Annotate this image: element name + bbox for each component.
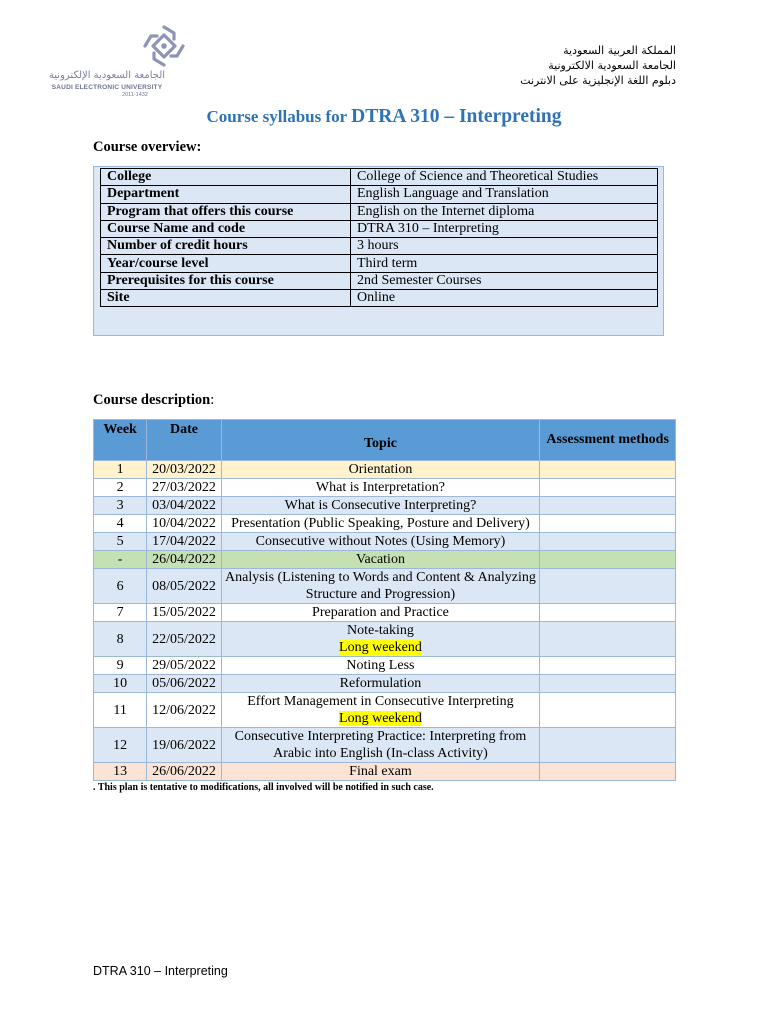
topic-cell [221, 461, 540, 479]
schedule-row [94, 533, 676, 551]
overview-row [101, 255, 658, 272]
topic-cell [221, 763, 540, 781]
week-cell: 7 [94, 604, 147, 622]
date-cell: 26/06/2022 [147, 763, 221, 781]
topic-cell [221, 533, 540, 551]
overview-row [101, 238, 658, 255]
week-cell: 13 [94, 763, 147, 781]
seu-emblem-icon [142, 24, 186, 68]
date-cell: 12/06/2022 [147, 693, 221, 728]
page-title [0, 106, 768, 128]
long-weekend-highlight: Long weekend [339, 711, 422, 726]
date-cell: 10/04/2022 [147, 515, 221, 533]
assessment-cell [540, 533, 676, 551]
assessment-cell [540, 675, 676, 693]
column-header-assessment: Assessment methods [540, 420, 676, 461]
topic-cell [221, 693, 540, 728]
tentative-note: . This plan is tentative to modifications, all involved will be notified in such case. [93, 782, 434, 793]
overview-label: Course Name and code [101, 220, 351, 237]
date-cell: 27/03/2022 [147, 479, 221, 497]
header-line-kingdom: المملكة العربية السعودية [563, 44, 676, 57]
overview-label: Prerequisites for this course [101, 272, 351, 289]
date-cell: 20/03/2022 [147, 461, 221, 479]
schedule-row [94, 551, 676, 569]
schedule-row [94, 479, 676, 497]
date-cell: 08/05/2022 [147, 569, 221, 604]
schedule-row [94, 461, 676, 479]
topic-text: What is Interpretation? [315, 480, 445, 495]
assessment-cell [540, 693, 676, 728]
schedule-row [94, 728, 676, 763]
topic-cell [221, 604, 540, 622]
assessment-cell [540, 551, 676, 569]
overview-value: 3 hours [351, 238, 658, 255]
logo-english-name: SAUDI ELECTRONIC UNIVERSITY [51, 84, 163, 91]
topic-cell [221, 515, 540, 533]
overview-value: English on the Internet diploma [351, 203, 658, 220]
date-cell: 22/05/2022 [147, 622, 221, 657]
header-line-diploma: دبلوم اللغة الإنجليزية على الانترنت [520, 74, 676, 87]
schedule-row [94, 675, 676, 693]
topic-cell [221, 551, 540, 569]
schedule-row [94, 763, 676, 781]
date-cell: 03/04/2022 [147, 497, 221, 515]
overview-table [100, 168, 658, 307]
title-course: DTRA 310 – Interpreting [351, 106, 562, 127]
overview-value: College of Science and Theoretical Studies [351, 169, 658, 186]
overview-label: College [101, 169, 351, 186]
topic-cell [221, 622, 540, 657]
schedule-row [94, 569, 676, 604]
date-cell: 19/06/2022 [147, 728, 221, 763]
week-cell: 2 [94, 479, 147, 497]
description-heading-colon: : [210, 392, 215, 408]
overview-row [101, 290, 658, 307]
week-cell: 11 [94, 693, 147, 728]
topic-cell [221, 657, 540, 675]
column-header-date: Date [147, 420, 221, 461]
overview-value: English Language and Translation [351, 186, 658, 203]
assessment-cell [540, 461, 676, 479]
week-cell: 8 [94, 622, 147, 657]
week-cell: 3 [94, 497, 147, 515]
topic-text: Consecutive Interpreting Practice: Interpreting from Arabic into English (In-class Activity) [234, 729, 527, 761]
topic-text: Noting Less [346, 658, 415, 673]
date-cell: 26/04/2022 [147, 551, 221, 569]
week-cell: 12 [94, 728, 147, 763]
date-cell: 29/05/2022 [147, 657, 221, 675]
schedule-row [94, 657, 676, 675]
assessment-cell [540, 479, 676, 497]
page-footer: DTRA 310 – Interpreting [93, 964, 228, 978]
topic-cell [221, 497, 540, 515]
overview-row [101, 203, 658, 220]
date-cell: 17/04/2022 [147, 533, 221, 551]
description-heading-text: Course description [93, 392, 211, 408]
week-cell: 10 [94, 675, 147, 693]
overview-row [101, 186, 658, 203]
title-prefix: Course syllabus for [206, 107, 352, 126]
topic-text: Final exam [349, 764, 412, 779]
assessment-cell [540, 497, 676, 515]
topic-text: Vacation [355, 552, 405, 567]
long-weekend-highlight: Long weekend [339, 640, 422, 655]
schedule-row [94, 515, 676, 533]
topic-cell [221, 569, 540, 604]
date-cell: 05/06/2022 [147, 675, 221, 693]
topic-text: Orientation [348, 462, 413, 477]
week-cell: - [94, 551, 147, 569]
overview-row [101, 272, 658, 289]
column-header-topic: Topic [221, 420, 540, 461]
column-header-week: Week [94, 420, 147, 461]
overview-label: Department [101, 186, 351, 203]
overview-value: DTRA 310 – Interpreting [351, 220, 658, 237]
arabic-header [520, 43, 676, 88]
overview-heading: Course overview: [93, 139, 202, 155]
overview-label: Program that offers this course [101, 203, 351, 220]
week-cell: 4 [94, 515, 147, 533]
schedule-row [94, 604, 676, 622]
assessment-cell [540, 604, 676, 622]
date-cell: 15/05/2022 [147, 604, 221, 622]
assessment-cell [540, 515, 676, 533]
assessment-cell [540, 622, 676, 657]
topic-text: Effort Management in Consecutive Interpreting [247, 694, 514, 709]
schedule-row [94, 622, 676, 657]
assessment-cell [540, 657, 676, 675]
logo-arabic-name: الجامعة السعودية الإلكترونية [48, 70, 166, 81]
topic-text: What is Consecutive Interpreting? [284, 498, 477, 513]
topic-text: Preparation and Practice [312, 605, 449, 620]
topic-text: Analysis (Listening to Words and Content & Analyzing Structure and Progression) [225, 570, 536, 602]
overview-label: Year/course level [101, 255, 351, 272]
topic-cell [221, 728, 540, 763]
assessment-cell [540, 763, 676, 781]
topic-text: Consecutive without Notes (Using Memory) [255, 534, 506, 549]
schedule-table [93, 419, 676, 781]
overview-label: Site [101, 290, 351, 307]
description-heading [93, 392, 214, 409]
overview-row [101, 220, 658, 237]
schedule-row [94, 693, 676, 728]
topic-text: Presentation (Public Speaking, Posture and Delivery) [231, 516, 530, 531]
week-cell: 9 [94, 657, 147, 675]
topic-text: Note-taking [347, 623, 414, 638]
overview-value: Online [351, 290, 658, 307]
overview-label: Number of credit hours [101, 238, 351, 255]
topic-text: Reformulation [339, 676, 422, 691]
logo-years: 2011-1432 [122, 92, 148, 98]
header-line-university: الجامعة السعودية الالكترونية [548, 59, 676, 72]
week-cell: 5 [94, 533, 147, 551]
week-cell: 6 [94, 569, 147, 604]
schedule-header-row [94, 420, 676, 461]
topic-cell [221, 479, 540, 497]
schedule-row [94, 497, 676, 515]
assessment-cell [540, 569, 676, 604]
overview-row [101, 169, 658, 186]
overview-value: 2nd Semester Courses [351, 272, 658, 289]
university-logo [48, 24, 178, 100]
week-cell: 1 [94, 461, 147, 479]
overview-value: Third term [351, 255, 658, 272]
assessment-cell [540, 728, 676, 763]
topic-cell [221, 675, 540, 693]
